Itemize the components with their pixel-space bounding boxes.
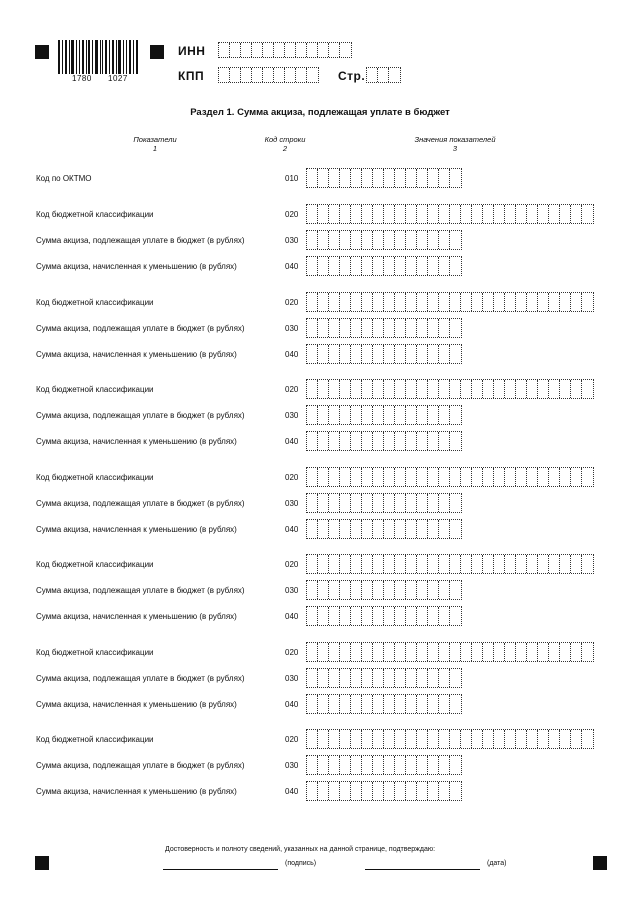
tax-reduction-label: Сумма акциза, начисленная к уменьшению (в рублях) — [36, 787, 237, 796]
section-title: Раздел 1. Сумма акциза, подлежащая уплате в бюджет — [190, 107, 450, 118]
confirmation-text: Достоверность и полноту сведений, указанных на данной странице, подтверждаю: — [165, 846, 436, 853]
tax-payable-label: Сумма акциза, подлежащая уплате в бюджет (в рублях) — [36, 323, 245, 333]
tax-payable-field[interactable] — [306, 318, 462, 338]
tax-reduction-label: Сумма акциза, начисленная к уменьшению (в рублях) — [36, 524, 237, 534]
column-number: 1 — [152, 144, 158, 153]
tax-payable-label: Сумма акциза, подлежащая уплате в бюджет (в рублях) — [36, 673, 245, 683]
kbk-code: 020 — [285, 472, 299, 482]
kbk-label: Код бюджетной классификации — [36, 297, 154, 307]
tax-reduction-field[interactable] — [306, 694, 462, 714]
tax-reduction-field[interactable] — [306, 344, 462, 364]
kbk-code: 020 — [285, 297, 299, 307]
inn-label: ИНН — [178, 44, 206, 58]
tax-payable-field[interactable] — [306, 405, 462, 425]
kbk-label: Код бюджетной классификации — [36, 472, 154, 482]
oktmo-field[interactable] — [306, 168, 462, 188]
tax-payable-code: 030 — [285, 411, 299, 420]
column-title: Код строки — [264, 135, 306, 144]
tax-reduction-field[interactable] — [306, 781, 462, 801]
corner-marker-bottom-right — [593, 856, 607, 870]
kbk-label: Код бюджетной классификации — [36, 210, 154, 219]
tax-reduction-code: 040 — [285, 262, 299, 271]
column-header-code — [255, 135, 315, 153]
corner-marker-top-mid — [150, 45, 164, 59]
signature-line[interactable] — [163, 869, 278, 870]
kbk-field[interactable] — [306, 467, 594, 487]
tax-reduction-label: Сумма акциза, начисленная к уменьшению (в рублях) — [36, 699, 237, 709]
tax-payable-field[interactable] — [306, 580, 462, 600]
tax-reduction-label: Сумма акциза, начисленная к уменьшению (в рублях) — [36, 437, 237, 446]
kbk-field[interactable] — [306, 292, 594, 312]
kbk-field[interactable] — [306, 379, 594, 399]
column-number: 2 — [282, 144, 288, 153]
date-caption: (дата) — [487, 860, 507, 867]
tax-payable-code: 030 — [285, 236, 299, 245]
inn-field[interactable] — [218, 42, 352, 58]
kbk-field[interactable] — [306, 554, 594, 574]
barcode-number-right: 1027 — [108, 74, 128, 83]
barcode-number-left: 1780 — [72, 74, 92, 83]
tax-payable-label: Сумма акциза, подлежащая уплате в бюджет (в рублях) — [36, 236, 245, 245]
date-line[interactable] — [365, 869, 480, 870]
kbk-field[interactable] — [306, 642, 594, 662]
kpp-label: КПП — [178, 69, 205, 83]
kbk-label: Код бюджетной классификации — [36, 385, 154, 394]
oktmo-code: 010 — [285, 174, 299, 183]
tax-reduction-field[interactable] — [306, 519, 462, 539]
kbk-label: Код бюджетной классификации — [36, 735, 154, 744]
tax-reduction-label: Сумма акциза, начисленная к уменьшению (в рублях) — [36, 349, 237, 359]
tax-payable-code: 030 — [285, 586, 299, 595]
tax-payable-code: 030 — [285, 673, 299, 683]
tax-payable-field[interactable] — [306, 755, 462, 775]
tax-payable-field[interactable] — [306, 230, 462, 250]
tax-payable-field[interactable] — [306, 668, 462, 688]
tax-payable-label: Сумма акциза, подлежащая уплате в бюджет (в рублях) — [36, 586, 245, 595]
page-number-field[interactable] — [366, 67, 401, 83]
kbk-code: 020 — [285, 210, 299, 219]
tax-payable-label: Сумма акциза, подлежащая уплате в бюджет (в рублях) — [36, 411, 245, 420]
corner-marker-top-left — [35, 45, 49, 59]
corner-marker-bottom-left — [35, 856, 49, 870]
barcode — [58, 40, 140, 74]
kbk-code: 020 — [285, 647, 299, 657]
tax-reduction-code: 040 — [285, 612, 299, 621]
page-label: Стр. — [338, 69, 366, 83]
tax-reduction-field[interactable] — [306, 606, 462, 626]
column-title: Показатели — [133, 135, 177, 144]
column-header-values — [395, 135, 515, 153]
kbk-field[interactable] — [306, 729, 594, 749]
column-number: 3 — [452, 144, 458, 153]
tax-payable-code: 030 — [285, 498, 299, 508]
signature-caption: (подпись) — [285, 860, 317, 867]
tax-payable-label: Сумма акциза, подлежащая уплате в бюджет (в рублях) — [36, 498, 245, 508]
tax-payable-label: Сумма акциза, подлежащая уплате в бюджет (в рублях) — [36, 761, 245, 770]
kbk-code: 020 — [285, 735, 299, 744]
tax-payable-code: 030 — [285, 323, 299, 333]
kbk-label: Код бюджетной классификации — [36, 647, 154, 657]
tax-payable-field[interactable] — [306, 493, 462, 513]
tax-reduction-field[interactable] — [306, 431, 462, 451]
column-title: Значения показателей — [414, 135, 496, 144]
kbk-label: Код бюджетной классификации — [36, 560, 154, 569]
tax-payable-code: 030 — [285, 761, 299, 770]
tax-reduction-code: 040 — [285, 524, 299, 534]
tax-reduction-code: 040 — [285, 437, 299, 446]
tax-reduction-code: 040 — [285, 787, 299, 796]
tax-reduction-code: 040 — [285, 699, 299, 709]
oktmo-label: Код по ОКТМО — [36, 174, 92, 183]
kbk-field[interactable] — [306, 204, 594, 224]
tax-reduction-code: 040 — [285, 349, 299, 359]
tax-reduction-label: Сумма акциза, начисленная к уменьшению (в рублях) — [36, 612, 237, 621]
kbk-code: 020 — [285, 560, 299, 569]
column-header-indicators — [110, 135, 200, 153]
kbk-code: 020 — [285, 385, 299, 394]
kpp-field[interactable] — [218, 67, 319, 83]
tax-reduction-label: Сумма акциза, начисленная к уменьшению (в рублях) — [36, 262, 237, 271]
tax-reduction-field[interactable] — [306, 256, 462, 276]
